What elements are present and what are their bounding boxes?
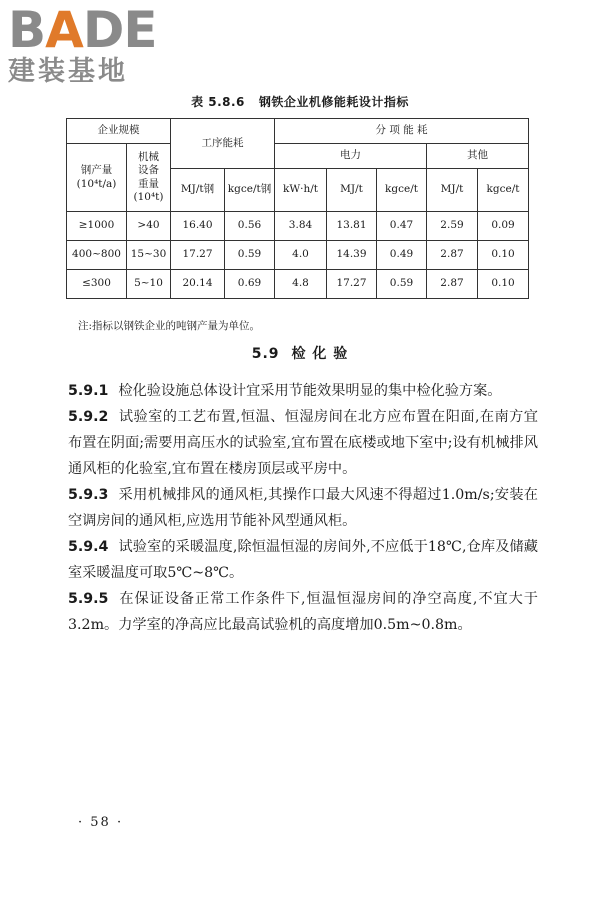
logo-wordmark: BADE bbox=[8, 1, 157, 59]
header-process-energy: 工序能耗 bbox=[171, 119, 275, 169]
energy-index-table bbox=[66, 118, 529, 299]
header-electricity: 电力 bbox=[275, 144, 427, 169]
clause-paragraph: 5.9.5 在保证设备正常工作条件下,恒温恒湿房间的净空高度,不宜大于3.2m。力学室的净高应比最高试验机的高度增加0.5m~0.8m。 bbox=[68, 591, 538, 633]
section-body bbox=[68, 378, 538, 638]
unit-cell: MJ/t钢 bbox=[171, 169, 225, 212]
unit-cell: kgce/t bbox=[478, 169, 529, 212]
unit-cell: kgce/t钢 bbox=[225, 169, 275, 212]
section-heading: 5.9 检 化 验 bbox=[251, 346, 349, 362]
table-note: 注:指标以钢铁企业的吨钢产量为单位。 bbox=[78, 320, 261, 332]
unit-cell: MJ/t bbox=[427, 169, 478, 212]
header-steel-output: 钢产量 (10⁴t/a) bbox=[67, 144, 127, 212]
table-title: 表 5.8.6 钢铁企业机修能耗设计指标 bbox=[191, 95, 409, 109]
logo-subtitle: 建装基地 bbox=[8, 56, 128, 87]
unit-cell: MJ/t bbox=[327, 169, 377, 212]
clause-paragraph: 5.9.1 检化验设施总体设计宜采用节能效果明显的集中检化验方案。 bbox=[68, 383, 502, 399]
header-enterprise-scale: 企业规模 bbox=[67, 119, 171, 144]
clause-paragraph: 5.9.3 采用机械排风的通风柜,其操作口最大风速不得超过1.0m/s;安装在空调房间的通风柜,应选用节能补风型通风柜。 bbox=[68, 487, 538, 529]
clause-paragraph: 5.9.4 试验室的采暖温度,除恒温恒湿的房间外,不应低于18℃,仓库及储藏室采暖温度可取5℃~8℃。 bbox=[68, 539, 538, 581]
header-other: 其他 bbox=[427, 144, 529, 169]
page-number: · 58 · bbox=[78, 815, 124, 830]
header-equipment-weight: 机械 设备 重量 (10⁴t) bbox=[127, 144, 171, 212]
table-row: ≥1000 >40 16.40 0.56 3.84 13.81 0.47 2.59 0.09 bbox=[67, 212, 529, 241]
unit-cell: kgce/t bbox=[377, 169, 427, 212]
header-itemized-energy: 分 项 能 耗 bbox=[275, 119, 529, 144]
table-row: 400~800 15~30 17.27 0.59 4.0 14.39 0.49 2.87 0.10 bbox=[67, 241, 529, 270]
clause-paragraph: 5.9.2 试验室的工艺布置,恒温、恒湿房间在北方应布置在阳面,在南方宜布置在阴面;需要用高压水的试验室,宜布置在底楼或地下室中;设有机械排风通风柜的化验室,宜布置在楼房顶层或平房中。 bbox=[68, 409, 538, 477]
unit-cell: kW·h/t bbox=[275, 169, 327, 212]
bade-logo bbox=[8, 1, 178, 88]
table-row: ≤300 5~10 20.14 0.69 4.8 17.27 0.59 2.87 0.10 bbox=[67, 270, 529, 299]
